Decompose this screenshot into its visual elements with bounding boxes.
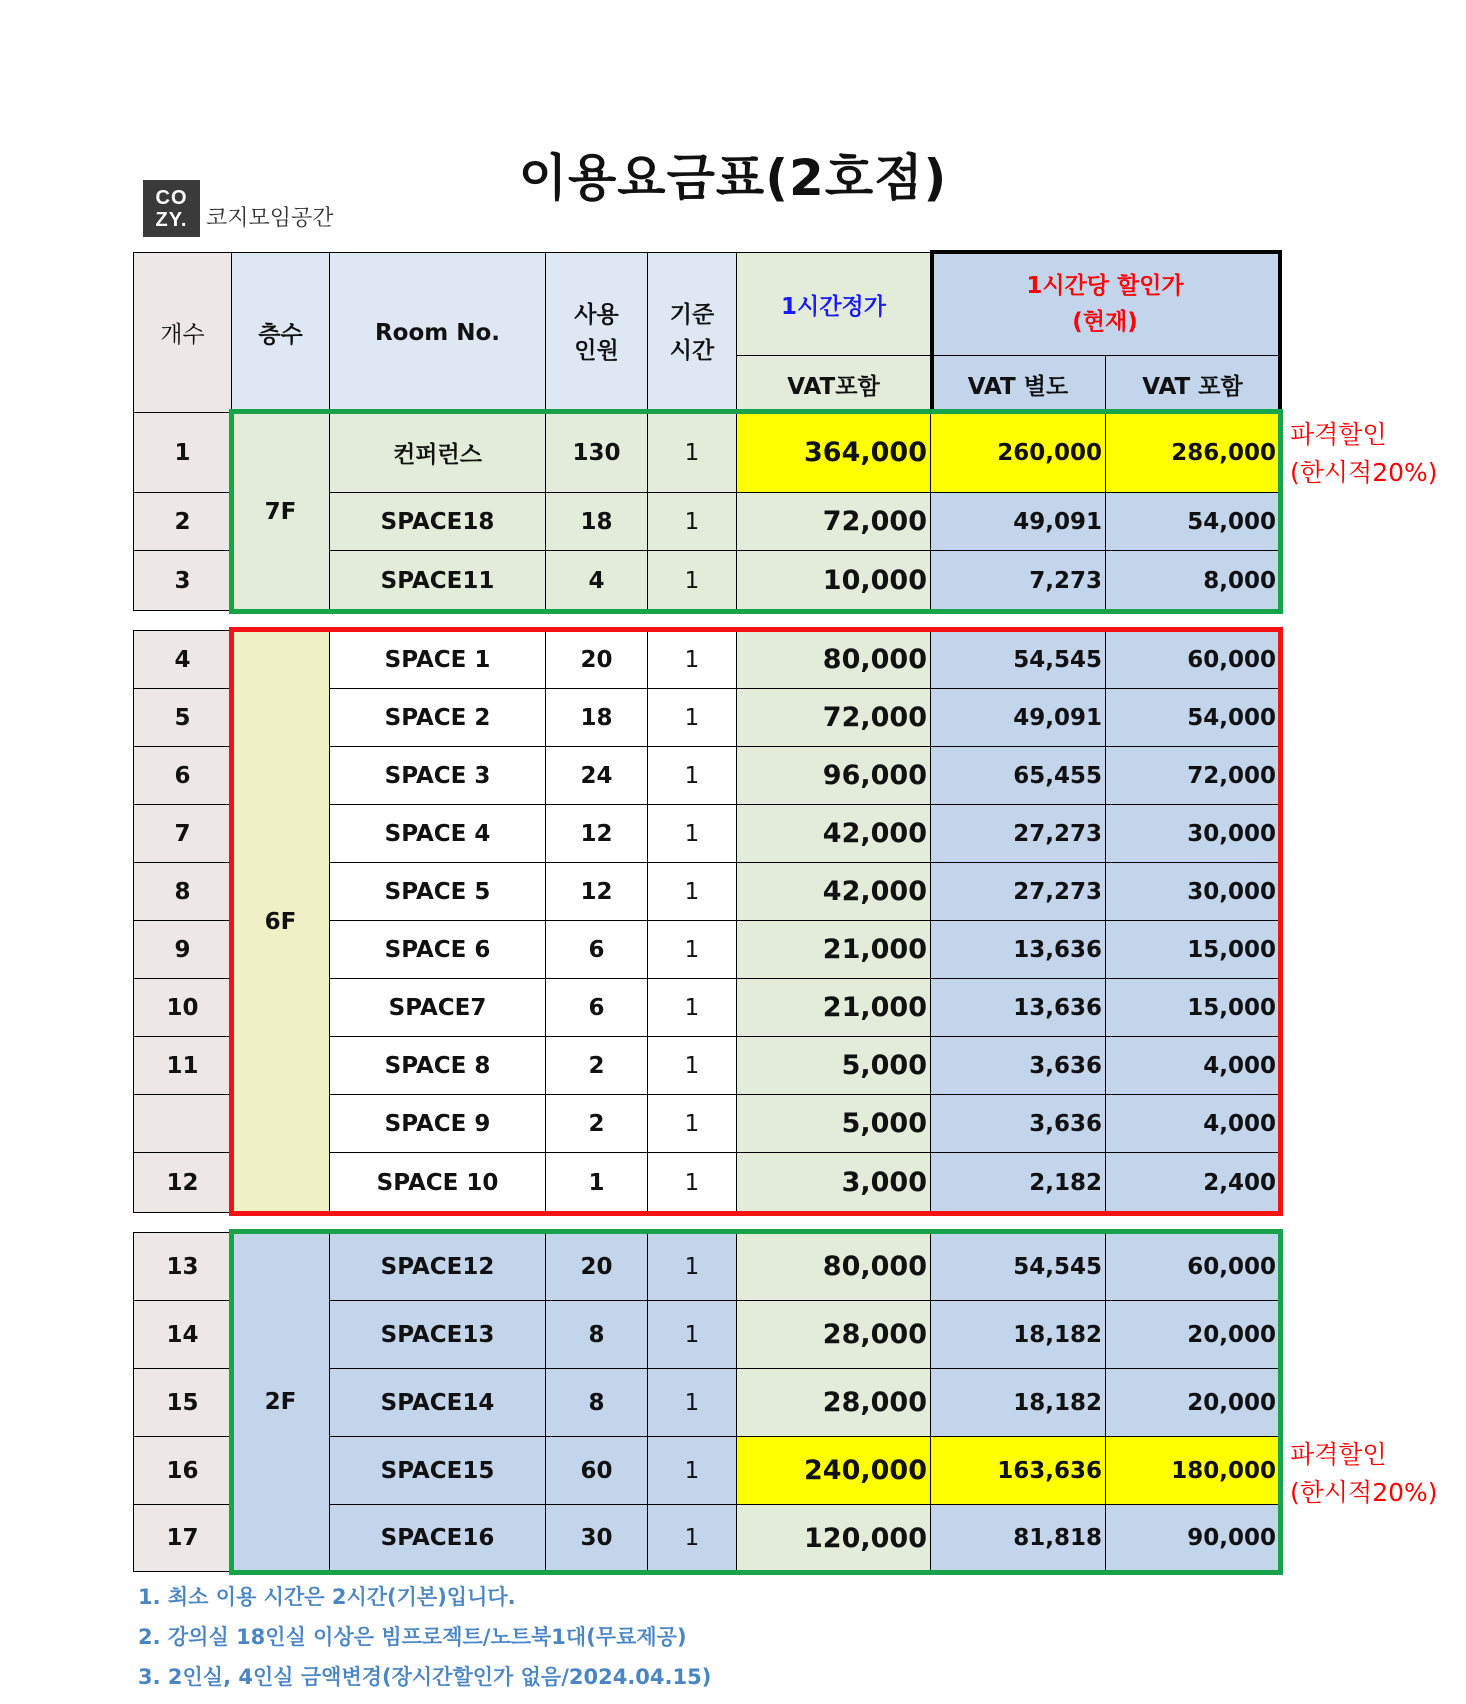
capacity-cell: 20: [545, 630, 648, 689]
discount-note: 파격할인 (한시적20%): [1290, 420, 1438, 487]
vat-excluded-cell: 2,182: [930, 1152, 1106, 1213]
capacity-cell: 2: [545, 1036, 648, 1095]
capacity-cell: 4: [545, 550, 648, 611]
footnote: 1. 최소 이용 시간은 2시간(기본)입니다.: [138, 1585, 516, 1609]
room-cell: SPACE18: [329, 492, 546, 551]
count-cell: 14: [133, 1300, 232, 1369]
vat-excluded-cell: 13,636: [930, 920, 1106, 979]
regular-price-cell: 42,000: [736, 804, 931, 863]
vat-included-cell: 2,400: [1105, 1152, 1280, 1213]
vat-excluded-cell: 18,182: [930, 1300, 1106, 1369]
regular-price-cell: 364,000: [736, 412, 931, 493]
room-cell: SPACE12: [329, 1232, 546, 1301]
count-cell: 3: [133, 550, 232, 611]
vat-included-cell: 15,000: [1105, 978, 1280, 1037]
vat-excluded-cell: 49,091: [930, 492, 1106, 551]
header-room: Room No.: [329, 252, 546, 413]
vat-excluded-cell: 13,636: [930, 978, 1106, 1037]
capacity-cell: 20: [545, 1232, 648, 1301]
regular-price-cell: 28,000: [736, 1368, 931, 1437]
vat-excluded-cell: 65,455: [930, 746, 1106, 805]
hours-cell: 1: [647, 978, 737, 1037]
regular-price-cell: 42,000: [736, 862, 931, 921]
room-cell: SPACE16: [329, 1504, 546, 1572]
regular-price-cell: 80,000: [736, 1232, 931, 1301]
hours-cell: 1: [647, 746, 737, 805]
hours-cell: 1: [647, 1094, 737, 1153]
header-regular-price: 1시간정가: [736, 252, 931, 356]
header-vat-included-2: VAT 포함: [1105, 355, 1280, 413]
capacity-cell: 60: [545, 1436, 648, 1505]
capacity-cell: 8: [545, 1368, 648, 1437]
vat-excluded-cell: 54,545: [930, 1232, 1106, 1301]
floor-cell-2f: 2F: [231, 1232, 330, 1572]
count-cell: 8: [133, 862, 232, 921]
vat-included-cell: 90,000: [1105, 1504, 1280, 1572]
regular-price-cell: 28,000: [736, 1300, 931, 1369]
count-cell: 2: [133, 492, 232, 551]
capacity-cell: 2: [545, 1094, 648, 1153]
regular-price-cell: 120,000: [736, 1504, 931, 1572]
regular-price-cell: 72,000: [736, 492, 931, 551]
footnote: 3. 2인실, 4인실 금액변경(장시간할인가 없음/2024.04.15): [138, 1665, 712, 1689]
vat-included-cell: 286,000: [1105, 412, 1280, 493]
header-count: 개수: [133, 252, 232, 413]
capacity-cell: 12: [545, 804, 648, 863]
vat-excluded-cell: 49,091: [930, 688, 1106, 747]
count-cell: 9: [133, 920, 232, 979]
floor-cell-7f: 7F: [231, 412, 330, 611]
count-cell: 13: [133, 1232, 232, 1301]
capacity-cell: 130: [545, 412, 648, 493]
vat-included-cell: 60,000: [1105, 630, 1280, 689]
regular-price-cell: 5,000: [736, 1036, 931, 1095]
room-cell: SPACE11: [329, 550, 546, 611]
vat-excluded-cell: 81,818: [930, 1504, 1106, 1572]
hours-cell: 1: [647, 630, 737, 689]
regular-price-cell: 240,000: [736, 1436, 931, 1505]
vat-included-cell: 54,000: [1105, 492, 1280, 551]
vat-excluded-cell: 27,273: [930, 862, 1106, 921]
room-cell: SPACE13: [329, 1300, 546, 1369]
header-vat-included: VAT포함: [736, 355, 931, 413]
capacity-cell: 12: [545, 862, 648, 921]
regular-price-cell: 21,000: [736, 978, 931, 1037]
count-cell: 12: [133, 1152, 232, 1213]
regular-price-cell: 5,000: [736, 1094, 931, 1153]
vat-included-cell: 60,000: [1105, 1232, 1280, 1301]
capacity-cell: 6: [545, 978, 648, 1037]
capacity-cell: 18: [545, 492, 648, 551]
count-cell: 16: [133, 1436, 232, 1505]
hours-cell: 1: [647, 412, 737, 493]
header-capacity: 사용 인원: [545, 252, 648, 413]
header-discount: 1시간당 할인가 (현재): [930, 252, 1280, 356]
hours-cell: 1: [647, 920, 737, 979]
regular-price-cell: 21,000: [736, 920, 931, 979]
room-cell: SPACE 9: [329, 1094, 546, 1153]
capacity-cell: 18: [545, 688, 648, 747]
hours-cell: 1: [647, 550, 737, 611]
page-title: 이용요금표(2호점): [518, 149, 948, 207]
capacity-cell: 30: [545, 1504, 648, 1572]
vat-included-cell: 15,000: [1105, 920, 1280, 979]
logo-name: 코지모임공간: [206, 206, 334, 231]
room-cell: SPACE 1: [329, 630, 546, 689]
capacity-cell: 24: [545, 746, 648, 805]
room-cell: SPACE 6: [329, 920, 546, 979]
count-cell: 4: [133, 630, 232, 689]
floor-cell-6f: 6F: [231, 630, 330, 1213]
hours-cell: 1: [647, 1368, 737, 1437]
hours-cell: 1: [647, 1436, 737, 1505]
vat-excluded-cell: 260,000: [930, 412, 1106, 493]
room-cell: SPACE 5: [329, 862, 546, 921]
vat-included-cell: 20,000: [1105, 1368, 1280, 1437]
vat-included-cell: 20,000: [1105, 1300, 1280, 1369]
regular-price-cell: 96,000: [736, 746, 931, 805]
count-cell: 1: [133, 412, 232, 493]
vat-included-cell: 30,000: [1105, 862, 1280, 921]
header-floor: 층수: [231, 252, 330, 413]
hours-cell: 1: [647, 688, 737, 747]
hours-cell: 1: [647, 1300, 737, 1369]
vat-included-cell: 4,000: [1105, 1036, 1280, 1095]
regular-price-cell: 80,000: [736, 630, 931, 689]
vat-included-cell: 30,000: [1105, 804, 1280, 863]
room-cell: SPACE7: [329, 978, 546, 1037]
room-cell: SPACE14: [329, 1368, 546, 1437]
room-cell: SPACE 8: [329, 1036, 546, 1095]
hours-cell: 1: [647, 1036, 737, 1095]
logo-mark: CO ZY.: [143, 180, 200, 237]
room-cell: SPACE15: [329, 1436, 546, 1505]
logo: [143, 180, 334, 237]
vat-excluded-cell: 7,273: [930, 550, 1106, 611]
room-cell: SPACE 2: [329, 688, 546, 747]
vat-included-cell: 8,000: [1105, 550, 1280, 611]
count-cell: 10: [133, 978, 232, 1037]
vat-included-cell: 4,000: [1105, 1094, 1280, 1153]
count-cell: 7: [133, 804, 232, 863]
vat-excluded-cell: 163,636: [930, 1436, 1106, 1505]
vat-excluded-cell: 54,545: [930, 630, 1106, 689]
capacity-cell: 6: [545, 920, 648, 979]
discount-note: 파격할인 (한시적20%): [1290, 1440, 1438, 1507]
count-cell: [133, 1094, 232, 1153]
vat-excluded-cell: 27,273: [930, 804, 1106, 863]
vat-included-cell: 72,000: [1105, 746, 1280, 805]
count-cell: 5: [133, 688, 232, 747]
footnote: 2. 강의실 18인실 이상은 빔프로젝트/노트북1대(무료제공): [138, 1625, 687, 1649]
capacity-cell: 1: [545, 1152, 648, 1213]
header-hours: 기준 시간: [647, 252, 737, 413]
count-cell: 11: [133, 1036, 232, 1095]
vat-excluded-cell: 3,636: [930, 1036, 1106, 1095]
vat-excluded-cell: 3,636: [930, 1094, 1106, 1153]
hours-cell: 1: [647, 1232, 737, 1301]
hours-cell: 1: [647, 1152, 737, 1213]
capacity-cell: 8: [545, 1300, 648, 1369]
vat-excluded-cell: 18,182: [930, 1368, 1106, 1437]
hours-cell: 1: [647, 862, 737, 921]
regular-price-cell: 10,000: [736, 550, 931, 611]
room-cell: SPACE 3: [329, 746, 546, 805]
room-cell: SPACE 4: [329, 804, 546, 863]
room-cell: SPACE 10: [329, 1152, 546, 1213]
header-vat-excluded: VAT 별도: [930, 355, 1106, 413]
count-cell: 17: [133, 1504, 232, 1572]
room-cell: 컨퍼런스: [329, 412, 546, 493]
hours-cell: 1: [647, 492, 737, 551]
regular-price-cell: 3,000: [736, 1152, 931, 1213]
regular-price-cell: 72,000: [736, 688, 931, 747]
count-cell: 6: [133, 746, 232, 805]
hours-cell: 1: [647, 804, 737, 863]
vat-included-cell: 54,000: [1105, 688, 1280, 747]
vat-included-cell: 180,000: [1105, 1436, 1280, 1505]
hours-cell: 1: [647, 1504, 737, 1572]
count-cell: 15: [133, 1368, 232, 1437]
